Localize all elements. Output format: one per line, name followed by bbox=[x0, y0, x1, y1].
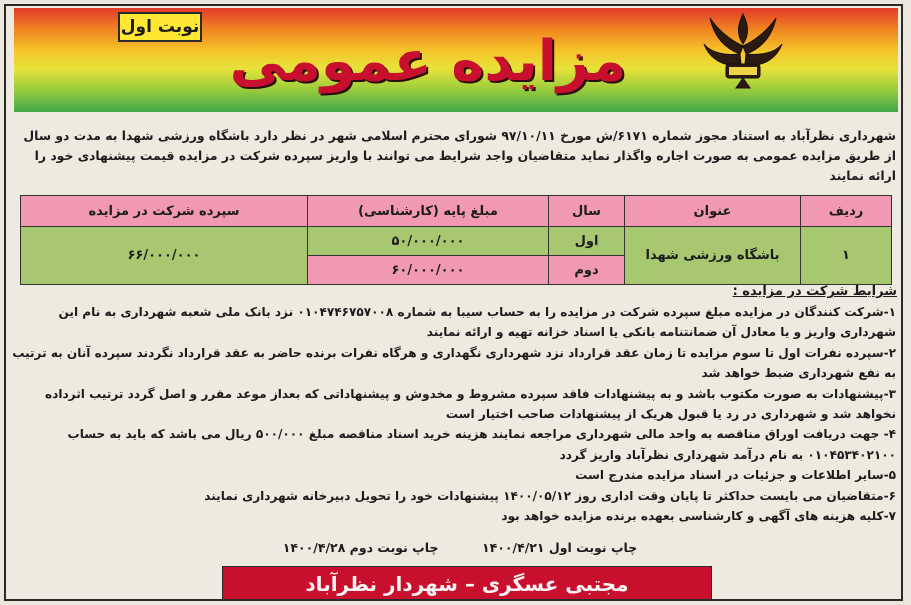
column-header-row-number: ردیف bbox=[801, 196, 892, 227]
condition-item: ۵-سایر اطلاعات و جزئیات در اسناد مزایده مندرج است bbox=[575, 468, 896, 483]
municipality-emblem-icon bbox=[700, 10, 786, 90]
second-print-date: چاپ نوبت دوم ۱۴۰۰/۴/۲۸ bbox=[282, 540, 439, 555]
table-cell-base-price-1: ۵۰/۰۰۰/۰۰۰ bbox=[308, 227, 549, 256]
signature-footer: مجتبی عسگری – شهردار نظرآباد bbox=[222, 566, 712, 600]
condition-item: ۴- جهت دریافت اوراق مناقصه به واحد مالی شهرداری مراجعه نمایند هزینه خرید اسناد مناقصه مبلغ ۵۰۰/۰۰۰ ریال می باشد که باید به حساب ۰۱۰۴۵۳۴۰۲۱۰۰ به نام درآمد شهرداری نظرآباد واریز گردد bbox=[67, 427, 896, 462]
column-header-deposit: سپرده شرکت در مزایده bbox=[21, 196, 308, 227]
first-print-date: چاپ نوبت اول ۱۴۰۰/۴/۲۱ bbox=[481, 540, 638, 555]
column-header-title: عنوان bbox=[625, 196, 801, 227]
column-header-year: سال bbox=[549, 196, 625, 227]
table-cell-year-1: اول bbox=[549, 227, 625, 256]
print-dates bbox=[220, 540, 700, 555]
conditions-heading: شرایط شرکت در مزایده : bbox=[732, 284, 897, 299]
table-cell-base-price-2: ۶۰/۰۰۰/۰۰۰ bbox=[308, 256, 549, 285]
table-cell-deposit: ۶۶/۰۰۰/۰۰۰ bbox=[21, 227, 308, 285]
table-cell-year-2: دوم bbox=[549, 256, 625, 285]
column-header-base-price: مبلغ پایه (کارشناسی) bbox=[308, 196, 549, 227]
notice-number-badge: نوبت اول bbox=[118, 12, 202, 42]
condition-item: ۱-شرکت کنندگان در مزایده مبلغ سپرده شرکت در مزایده را به حساب سیبا به شماره ۰۱۰۴۷۴۶۷۵۷۰۰۸ نزد بانک ملی شعبه شهرداری به نام این شهرداری واریز و یا معادل آن ضمانتنامه بانکی یا اسناد خزانه تهیه و ارائه نمایند bbox=[58, 305, 896, 340]
page-title: مزایده عمومی bbox=[229, 29, 627, 94]
auction-items-table bbox=[20, 195, 892, 285]
conditions-list bbox=[12, 302, 896, 526]
table-cell-row-number: ۱ bbox=[801, 227, 892, 285]
condition-item: ۳-پیشنهادات به صورت مکتوب باشد و به پیشنهادات فاقد سپرده مشروط و مخدوش و پیشنهاداتی که بعداز موعد مقرر و اصل گردد ترتیب اثرداده نخواهد شد و شهرداری در رد یا قبول هریک از پیشنهادات صاحب اختیار است bbox=[44, 386, 896, 422]
intro-paragraph: شهرداری نظرآباد به استناد مجوز شماره ۶۱۷۱/ش مورخ ۹۷/۱۰/۱۱ شورای محترم اسلامی شهر در نظر دارد باشگاه ورزشی شهدا به مدت دو سال از طریق مزایده عمومی به صورت اجاره واگذار نماید متقاضیان واجد شرایط می توانند با واریز سپرده شرکت در مزایده قیمت پیشنهادی خود را ارائه نمایند bbox=[23, 128, 896, 183]
condition-item: ۲-سپرده نفرات اول تا سوم مزایده تا زمان عقد قرارداد نزد شهرداری نگهداری و هرگاه نفرات برنده حاضر به عقد قرارداد نگردند سپرده آنان به ترتیب به نفع شهرداری ضبط خواهد شد bbox=[12, 345, 896, 381]
table-cell-title: باشگاه ورزشی شهدا bbox=[625, 227, 801, 285]
condition-item: ۷-کلیه هزینه های آگهی و کارشناسی بعهده برنده مزایده خواهد بود bbox=[501, 509, 896, 524]
condition-item: ۶-متقاضیان می بایست حداکثر تا پایان وقت اداری روز ۱۴۰۰/۰۵/۱۲ پیشنهادات خود را تحویل دبیرخانه شهرداری نمایند bbox=[204, 488, 896, 503]
